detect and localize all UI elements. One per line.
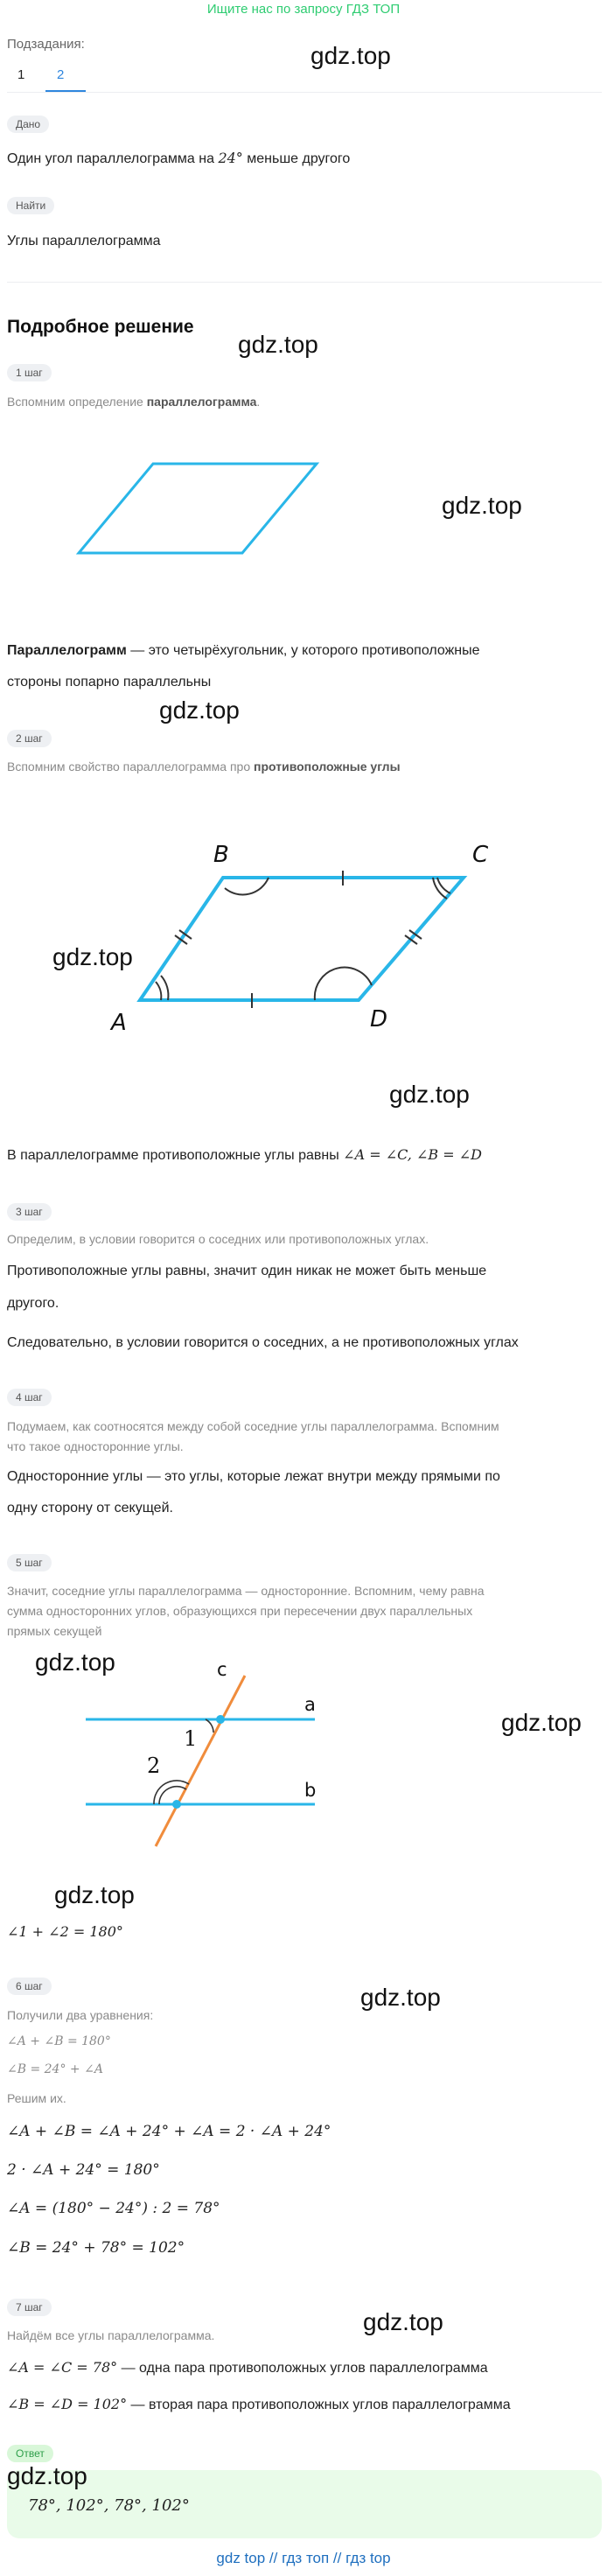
step-4-gray1: Подумаем, как соотносятся между собой соседние углы параллелограмма. Вспомним (7, 1419, 499, 1433)
step-2-result-text: В параллелограмме противоположные углы равны (7, 1148, 344, 1163)
given-text (7, 143, 350, 175)
step-5-gray3: прямых секущей (7, 1624, 102, 1638)
step-4-line2: одну сторону от секущей. (7, 1501, 173, 1516)
watermark: gdz.top (360, 1984, 441, 2011)
step-7-line1 (7, 2352, 488, 2384)
step-1-definition-line1 (7, 635, 480, 667)
step-6-eq1: ∠A + ∠B = 180° (7, 2034, 111, 2048)
label-1: 1 (184, 1726, 198, 1751)
step-5-badge: 5 шаг (7, 1554, 52, 1572)
watermark: gdz.top (442, 492, 522, 519)
given-text-b: меньше другого (242, 151, 351, 166)
definition-term: Параллелограмм (7, 643, 127, 658)
step-7-line1-math: ∠A = ∠C = 78° (7, 2359, 118, 2376)
step-6-badge: 6 шаг (7, 1978, 52, 1995)
step-1-text-bold: параллелограмма (146, 395, 257, 409)
step-7-line2-text: — вторая пара противоположных углов параллелограмма (127, 2398, 511, 2412)
watermark: gdz.top (35, 1648, 115, 1676)
answer-value: 78°, 102°, 78°, 102° (28, 2496, 190, 2515)
find-text: Углы параллелограмма (7, 234, 161, 248)
step-4-gray2: что такое односторонние углы. (7, 1439, 184, 1453)
angle-b-arc (225, 878, 269, 894)
label-a: a (304, 1694, 316, 1715)
parallelogram-figure-1 (70, 455, 332, 560)
label-b: B (213, 842, 229, 868)
step-2-result-math: ∠A = ∠C, ∠B = ∠D (343, 1146, 482, 1163)
step-4-badge: 4 шаг (7, 1389, 52, 1406)
intersection-b (172, 1800, 181, 1809)
parallelogram-shape (79, 464, 317, 553)
step-6-solve: Решим их. (7, 2091, 66, 2105)
step-3-line1: Противоположные углы равны, значит один никак не может быть меньше (7, 1264, 487, 1278)
step-2-text-bold: противоположные углы (254, 760, 401, 774)
angle-a-arc (156, 976, 168, 1000)
watermark: gdz.top (389, 1081, 470, 1108)
watermark: gdz.top (159, 696, 240, 724)
step-7-line1-text: — одна пара противоположных углов параллелограмма (117, 2361, 488, 2376)
answer-badge: Ответ (7, 2445, 53, 2462)
angle-1-arc (206, 1719, 213, 1732)
tab-2[interactable]: 2 (57, 67, 65, 82)
step-1-definition-line2: стороны попарно параллельны (7, 675, 212, 690)
step-7-line2 (7, 2389, 511, 2421)
step-1-text-c: . (256, 395, 261, 409)
step-1-text (7, 395, 260, 409)
step-6-line4: ∠B = 24° + 78° = 102° (7, 2239, 185, 2257)
footer-links[interactable]: gdz top // гдз топ // гдз top (216, 2550, 391, 2566)
watermark: gdz.top (363, 2308, 443, 2335)
definition-text: — это четырёхугольник, у которого противоположные (126, 643, 480, 658)
watermark: gdz.top (501, 1709, 582, 1736)
step-7-badge: 7 шаг (7, 2299, 52, 2316)
step-7-line2-math: ∠B = ∠D = 102° (7, 2396, 128, 2412)
tab-1[interactable]: 1 (17, 67, 25, 82)
tabs-divider (7, 92, 602, 93)
step-1-badge: 1 шаг (7, 364, 52, 382)
given-badge: Дано (7, 116, 49, 133)
parallelogram-abcd (140, 878, 464, 1000)
step-3-line3: Следовательно, в условии говорится о соседних, а не противоположных углах (7, 1335, 519, 1350)
step-3-badge: 3 шаг (7, 1203, 52, 1221)
step-2-badge: 2 шаг (7, 730, 52, 747)
label-d: D (370, 1006, 388, 1032)
label-b: b (304, 1780, 317, 1801)
step-5-gray1: Значит, соседние углы параллелограмма — односторонние. Вспомним, чему равна (7, 1584, 485, 1598)
given-math: 24° (218, 150, 243, 166)
step-7-gray: Найдём все углы параллелограмма. (7, 2328, 215, 2342)
label-a: A (111, 1010, 127, 1036)
intersection-a (216, 1715, 225, 1724)
top-search-hint[interactable]: Ищите нас по запросу ГДЗ ТОП (206, 2, 401, 17)
subtasks-label: Подзадания: (7, 37, 85, 52)
solution-title: Подробное решение (7, 317, 194, 337)
label-c: c (217, 1659, 227, 1680)
step-2-result (7, 1139, 482, 1172)
given-text-a: Один угол параллелограмма на (7, 151, 219, 166)
label-2: 2 (147, 1754, 161, 1778)
watermark: gdz.top (7, 2462, 87, 2489)
step-6-line1: ∠A + ∠B = ∠A + 24° + ∠A = 2 · ∠A + 24° (7, 2123, 331, 2140)
parallelogram-figure-2 (105, 836, 499, 1046)
step-6-gray: Получили два уравнения: (7, 2008, 154, 2022)
watermark: gdz.top (54, 1881, 135, 1908)
transversal-c (156, 1676, 245, 1846)
step-5-result: ∠1 + ∠2 = 180° (7, 1923, 123, 1940)
watermark: gdz.top (52, 943, 133, 970)
watermark: gdz.top (238, 331, 318, 358)
step-6-eq2: ∠B = 24° + ∠A (7, 2062, 103, 2076)
step-5-gray2: сумма односторонних углов, образующихся при пересечении двух параллельных (7, 1604, 473, 1618)
step-3-gray: Определим, в условии говорится о соседних или противоположных углах. (7, 1232, 429, 1246)
step-2-text (7, 760, 401, 774)
find-badge: Найти (7, 197, 54, 214)
step-3-line2: другого. (7, 1296, 59, 1311)
step-2-text-a: Вспомним свойство параллелограмма про (7, 760, 255, 774)
label-c: C (472, 842, 489, 868)
step-1-text-a: Вспомним определение (7, 395, 147, 409)
transversal-figure (79, 1658, 332, 1864)
watermark: gdz.top (310, 42, 391, 69)
step-6-line3: ∠A = (180° − 24°) : 2 = 78° (7, 2200, 220, 2217)
step-4-line1: Односторонние углы — это углы, которые лежат внутри между прямыми по (7, 1469, 500, 1484)
given-divider (7, 282, 602, 283)
step-6-line2: 2 · ∠A + 24° = 180° (7, 2161, 160, 2179)
